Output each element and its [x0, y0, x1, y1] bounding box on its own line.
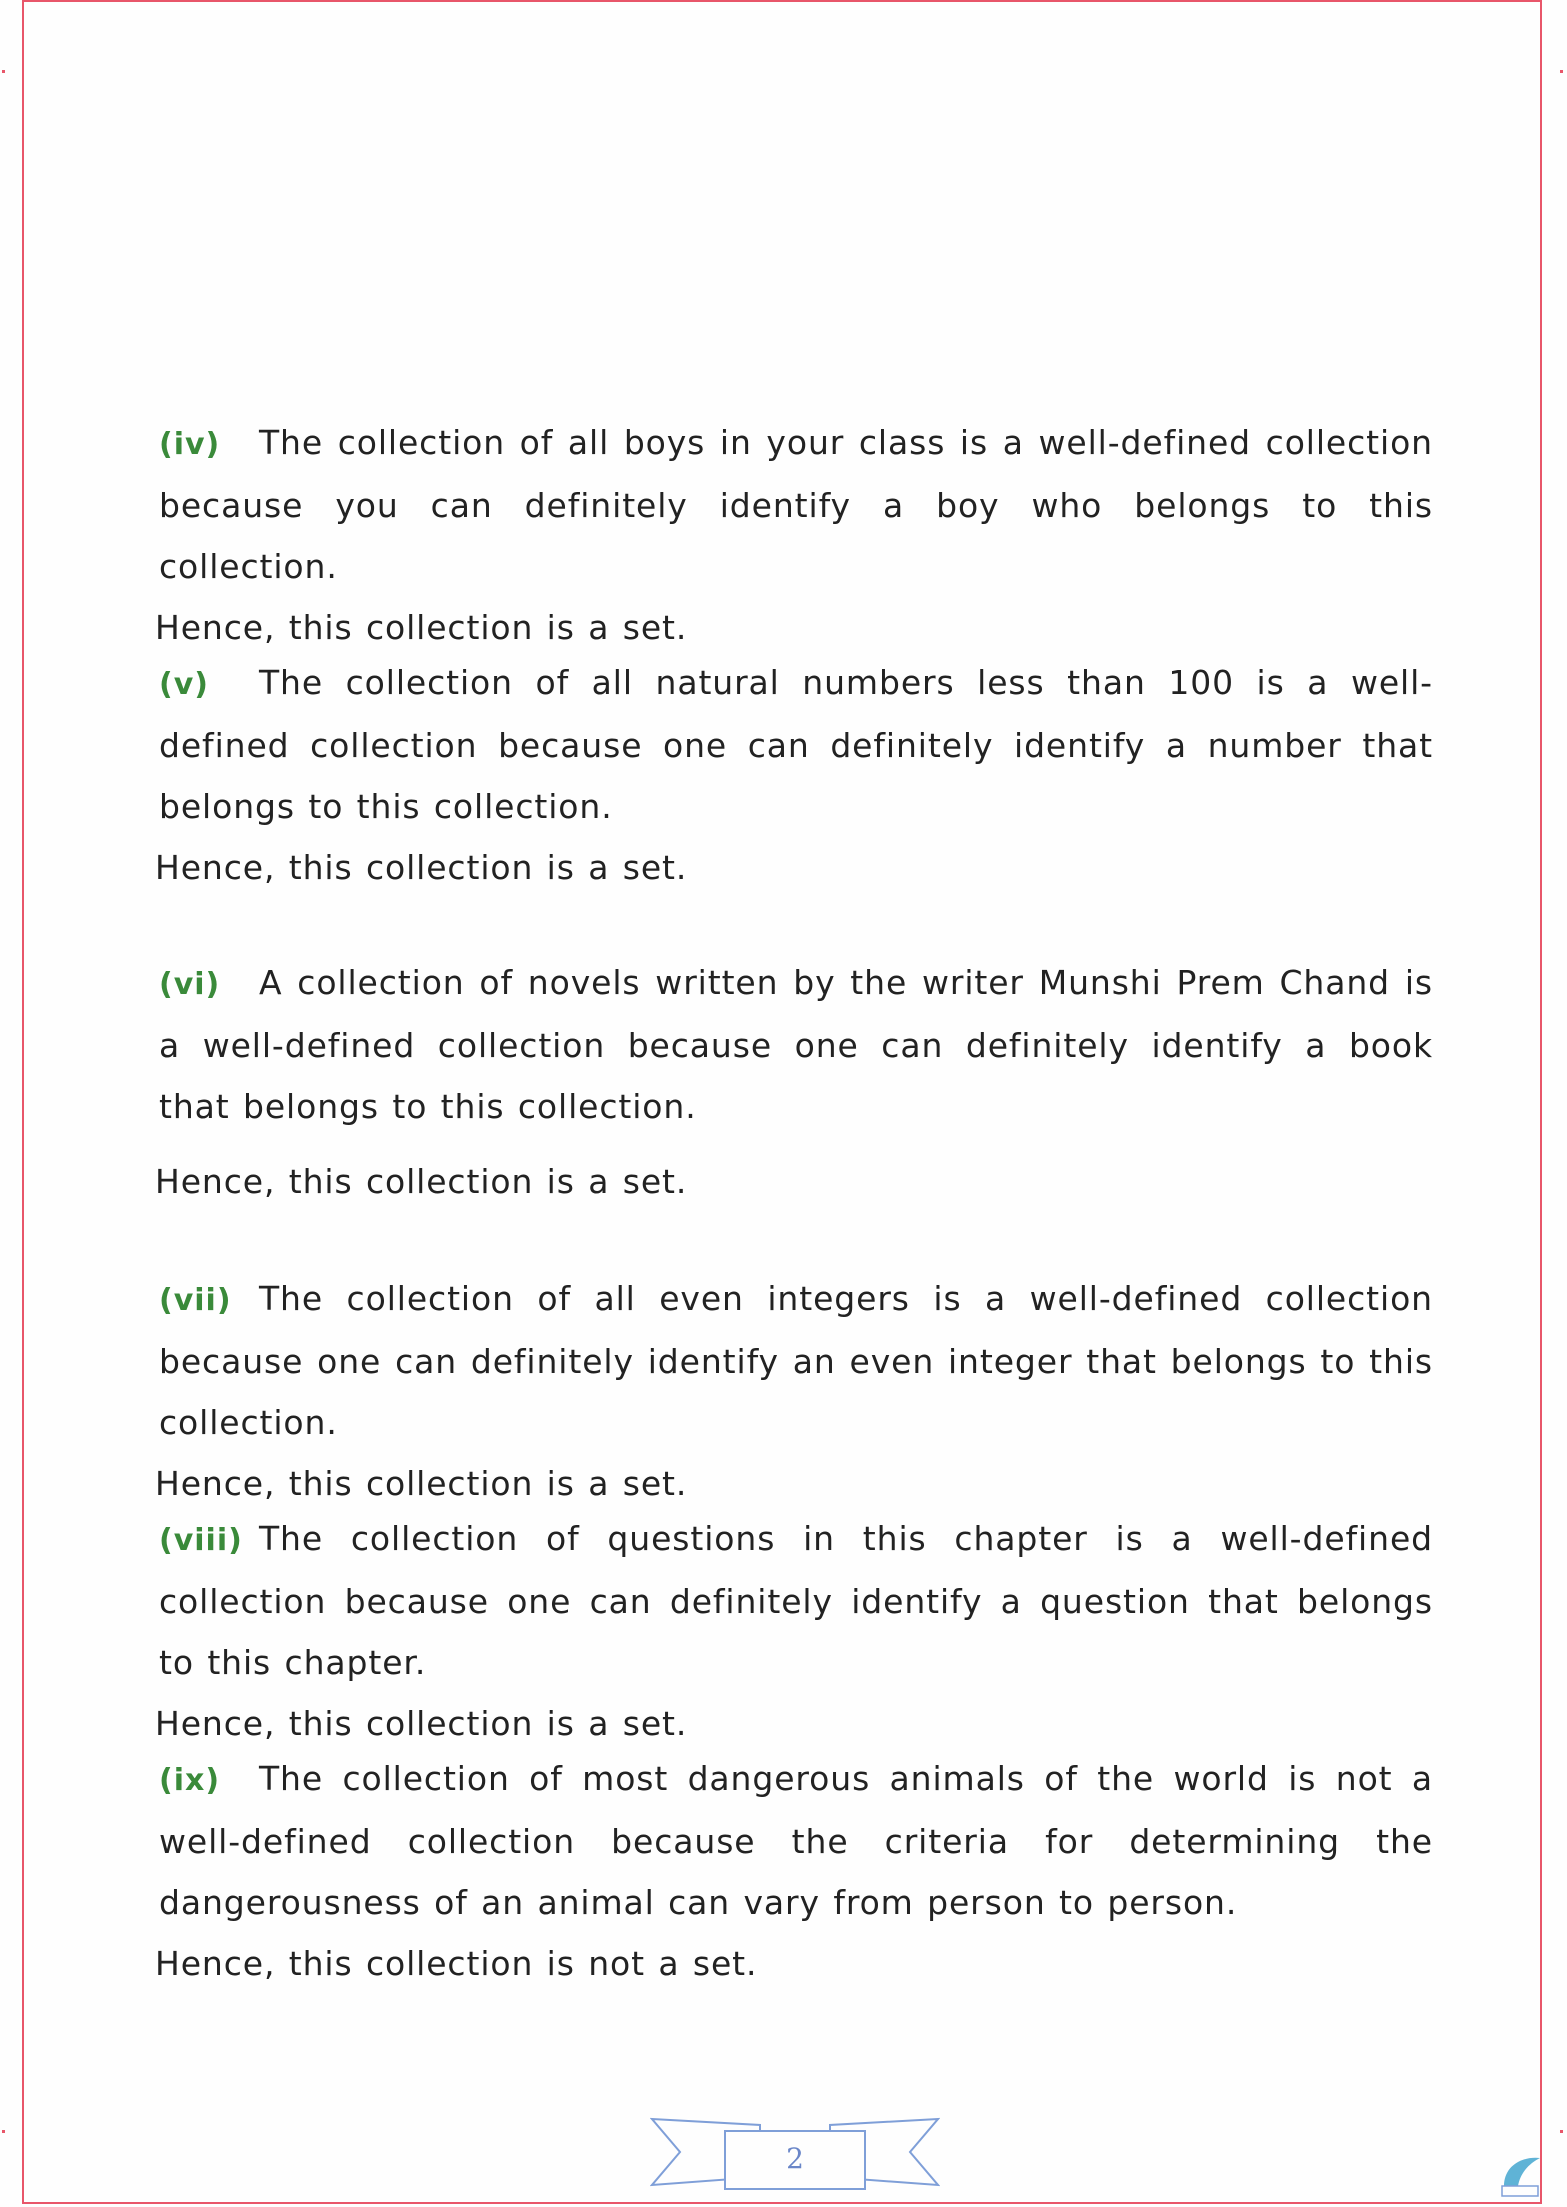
- item-conclusion: Hence, this collection is not a set.: [155, 1944, 758, 1983]
- item-text: The collection of most dangerous animals of the world is not a well-defined collection because the criteria for determining the dangerousness of an animal can vary from person to person.: [159, 1759, 1433, 1922]
- item-text: The collection of all even integers is a well-defined collection because one can definitely identify an even integer that belongs to this collection.: [159, 1279, 1433, 1442]
- crop-mark: [1560, 70, 1563, 73]
- item-paragraph: [159, 1748, 1433, 1933]
- crop-mark: [2, 70, 5, 73]
- item-paragraph: [159, 952, 1433, 1137]
- item-paragraph: [159, 1508, 1433, 1693]
- item-marker: (v): [159, 667, 209, 702]
- publisher-logo-icon: [1498, 2152, 1542, 2198]
- item-text: The collection of all natural numbers less than 100 is a well-defined collection because one can definitely identify a number that belongs to this collection.: [159, 663, 1433, 826]
- item-marker: (vii): [159, 1283, 232, 1318]
- item-conclusion: Hence, this collection is a set.: [155, 848, 688, 887]
- list-item: [155, 412, 1433, 658]
- item-conclusion: Hence, this collection is a set.: [155, 1464, 688, 1503]
- item-text: The collection of questions in this chapter is a well-defined collection because one can definitely identify a question that belongs to this chapter.: [159, 1519, 1433, 1682]
- item-marker: (viii): [159, 1523, 243, 1558]
- list-item: [155, 1508, 1433, 1754]
- item-conclusion: Hence, this collection is a set.: [155, 1704, 688, 1743]
- item-marker: (vi): [159, 967, 221, 1002]
- page-number: 2: [786, 2142, 804, 2175]
- item-text: The collection of all boys in your class is a well-defined collection because you can definitely identify a boy who belongs to this collection.: [159, 423, 1433, 586]
- crop-mark: [2, 2130, 5, 2133]
- list-item: [155, 1268, 1433, 1514]
- item-conclusion: Hence, this collection is a set.: [155, 1162, 688, 1201]
- list-item: [155, 652, 1433, 898]
- list-item: [155, 1748, 1433, 1994]
- item-paragraph: [159, 1268, 1433, 1453]
- item-marker: (ix): [159, 1763, 221, 1798]
- item-conclusion: Hence, this collection is a set.: [155, 608, 688, 647]
- item-text: A collection of novels written by the writer Munshi Prem Chand is a well-defined collection because one can definitely identify a book that belongs to this collection.: [159, 963, 1433, 1126]
- crop-mark: [1560, 2130, 1563, 2133]
- list-item: [155, 952, 1433, 1212]
- item-marker: (iv): [159, 427, 221, 462]
- item-paragraph: [159, 412, 1433, 597]
- item-paragraph: [159, 652, 1433, 837]
